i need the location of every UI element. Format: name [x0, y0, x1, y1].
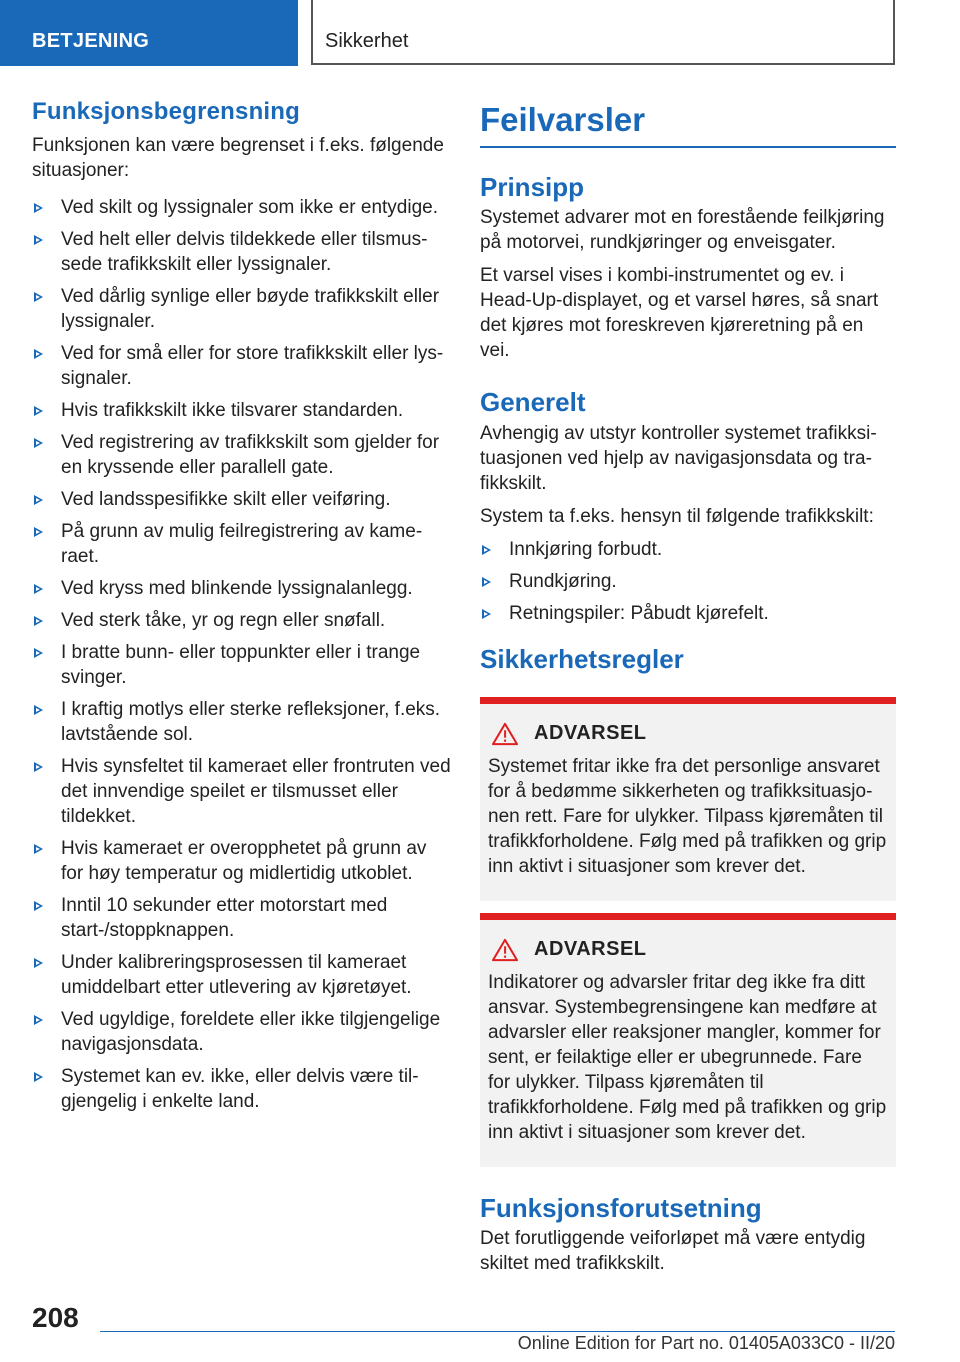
triangle-bullet-icon [34, 235, 43, 245]
page-title: Feilvarsler [480, 96, 896, 148]
footer-divider [100, 1331, 895, 1332]
list-item: Ved for små eller for store trafikkskilt eller lyssignaler. [32, 341, 452, 391]
list-item: Systemet kan ev. ikke, eller delvis være tilgjengelig i enkelte land. [32, 1064, 452, 1114]
generelt-paragraph-2: System ta f.eks. hensyn til følgende trafikkskilt: [480, 505, 874, 527]
list-item: Rundkjøring. [480, 569, 896, 594]
traffic-sign-list [480, 537, 896, 626]
list-item: I bratte bunn- eller toppunkter eller i trange svinger. [32, 640, 452, 690]
triangle-bullet-icon [34, 762, 43, 772]
section-heading-funksjonsbegrensning: Funksjonsbegrensning [32, 98, 301, 125]
section-heading-generelt: Generelt [480, 387, 586, 418]
warning-box [480, 913, 896, 1167]
warning-text: Indikatorer og advarsler fritar deg ikke fra ditt ansvar. Systembegrensingene kan medføre at advarsler eller reaksjoner mangler, kommer for sent, er feilaktige eller er ubegrunnede. Fare for ulykker. Tilpass kjøremåten til trafikkforholdene. Følg med på trafikken og grip inn aktivt i situasjoner som krever det. [488, 971, 887, 1143]
triangle-bullet-icon [34, 438, 43, 448]
triangle-bullet-icon [34, 349, 43, 359]
list-item: Ved sterk tåke, yr og regn eller snøfall. [32, 608, 452, 633]
list-item: Ved dårlig synlige eller bøyde trafikkskilt eller lyssignaler. [32, 284, 452, 334]
triangle-bullet-icon [482, 577, 491, 587]
left-column [32, 96, 452, 1121]
page-number: 208 [32, 1302, 79, 1333]
triangle-bullet-icon [482, 545, 491, 555]
edition-text: Online Edition for Part no. 01405A033C0 - II/20 [517, 1333, 895, 1353]
warning-title: ADVARSEL [534, 722, 647, 745]
page-header [0, 0, 960, 66]
warning-box [480, 697, 896, 901]
right-column [480, 96, 896, 1276]
list-item: Hvis trafikkskilt ikke tilsvarer standarden. [32, 398, 452, 423]
section-heading-funksjonsforutsetning: Funksjonsforutsetning [480, 1192, 762, 1223]
list-item: Under kalibreringsprosessen til kameraet umiddelbart etter utlevering av kjøretøyet. [32, 950, 452, 1000]
warning-header [488, 722, 888, 746]
triangle-bullet-icon [34, 584, 43, 594]
list-item: Inntil 10 sekunder etter motorstart med start-/stoppknappen. [32, 893, 452, 943]
triangle-bullet-icon [34, 705, 43, 715]
triangle-bullet-icon [34, 203, 43, 213]
triangle-bullet-icon [34, 616, 43, 626]
warning-header [488, 938, 888, 962]
triangle-bullet-icon [34, 406, 43, 416]
triangle-bullet-icon [34, 844, 43, 854]
prinsipp-paragraph-2: Et varsel vises i kombi-instrumentet og ev. i Head-Up-displayet, og et varsel høres, så snart det kjøres mot foreskreven kjøreretning på en vei. [480, 265, 879, 362]
triangle-bullet-icon [34, 901, 43, 911]
list-item: Ved kryss med blinkende lyssignalanlegg. [32, 576, 452, 601]
list-item: Innkjøring forbudt. [480, 537, 896, 562]
list-item: Hvis synsfeltet til kameraet eller frontruten ved det innvendige speilet er tilsmusset eller tildekket. [32, 754, 452, 829]
list-item: I kraftig motlys eller sterke refleksjoner, f.eks. lavtstående sol. [32, 697, 452, 747]
section-heading-sikkerhetsregler: Sikkerhetsregler [480, 643, 684, 674]
warning-triangle-icon [490, 722, 520, 746]
list-item: Ved landsspesifikke skilt eller veiføring. [32, 487, 452, 512]
forutsetning-paragraph: Det forutliggende veiforløpet må være entydig skiltet med trafikkskilt. [480, 1228, 866, 1275]
section-tab: BETJENING [0, 0, 298, 66]
triangle-bullet-icon [34, 292, 43, 302]
triangle-bullet-icon [34, 1072, 43, 1082]
warning-triangle-icon [490, 938, 520, 962]
triangle-bullet-icon [34, 1015, 43, 1025]
limitation-list [32, 195, 452, 1114]
list-item: Ved ugyldige, foreldete eller ikke tilgjengelige navigasjonsdata. [32, 1007, 452, 1057]
intro-paragraph: Funksjonen kan være begrenset i f.eks. følgende situasjoner: [32, 135, 444, 182]
list-item: Retningspiler: Påbudt kjørefelt. [480, 601, 896, 626]
triangle-bullet-icon [34, 648, 43, 658]
list-item: Ved skilt og lyssignaler som ikke er entydige. [32, 195, 452, 220]
triangle-bullet-icon [34, 958, 43, 968]
warning-title: ADVARSEL [534, 938, 647, 961]
triangle-bullet-icon [482, 609, 491, 619]
triangle-bullet-icon [34, 495, 43, 505]
section-heading-prinsipp: Prinsipp [480, 172, 585, 203]
list-item: Hvis kameraet er overopphetet på grunn av for høy temperatur og midlertidig utkoblet. [32, 836, 452, 886]
list-item: Ved registrering av trafikkskilt som gjelder for en kryssende eller parallell gate. [32, 430, 452, 480]
chapter-title: Sikkerhet [311, 0, 895, 65]
list-item: På grunn av mulig feilregistrering av kameraet. [32, 519, 452, 569]
triangle-bullet-icon [34, 527, 43, 537]
prinsipp-paragraph-1: Systemet advarer mot en forestående feilkjøring på motorvei, rundkjøringer og enveisgater. [480, 207, 885, 254]
warning-text: Systemet fritar ikke fra det personlige ansvaret for å bedømme sikkerheten og trafikksituasjonen rett. Fare for ulykker. Tilpass kjøremåten til trafikkforholdene. Følg med på trafikken og grip inn aktivt i situasjoner som krever det. [488, 755, 887, 877]
generelt-paragraph-1: Avhengig av utstyr kontroller systemet trafikksituasjonen ved hjelp av navigasjonsdata og trafikkskilt. [480, 422, 877, 494]
list-item: Ved helt eller delvis tildekkede eller tilsmussede trafikkskilt eller lyssignaler. [32, 227, 452, 277]
